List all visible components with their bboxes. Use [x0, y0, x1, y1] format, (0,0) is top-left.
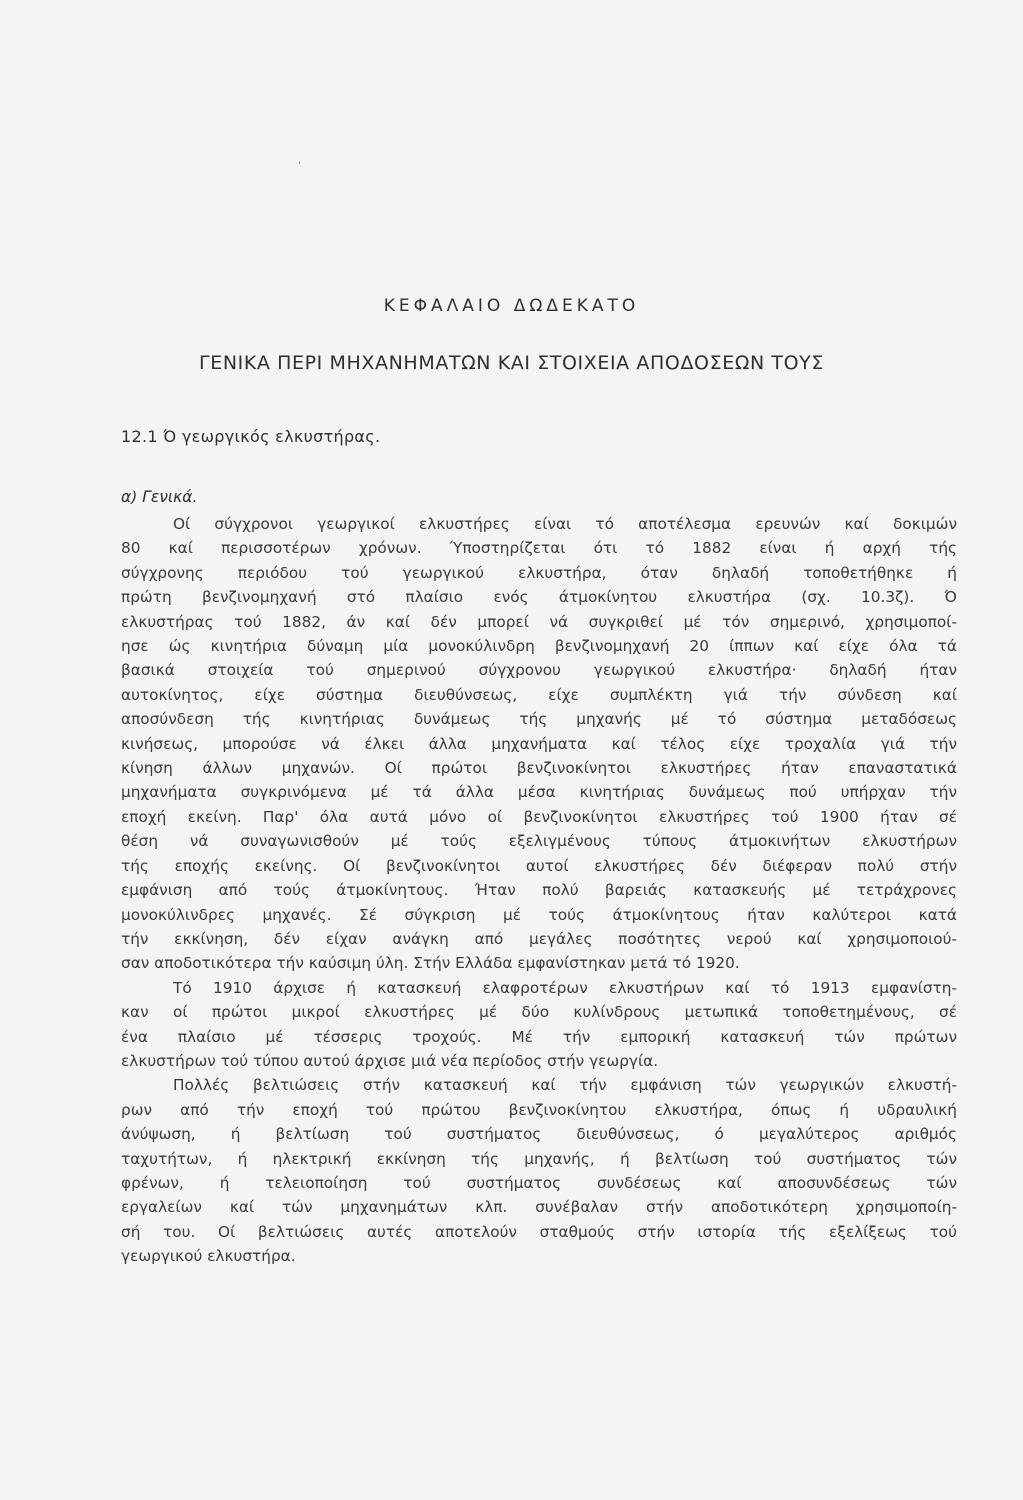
text-line: ελκυστήρων τού τύπου αυτού άρχισε μιά νέα περίοδος στήν γεωργία.: [121, 1051, 659, 1070]
text-line: θέση νά συναγωνισθούν μέ τούς εξελιγμένους τύπους άτμοκινήτων ελκυστήρων: [121, 832, 957, 851]
text-line: σύγχρονης περιόδου τού γεωργικού ελκυστήρα, όταν δηλαδή τοποθετήθηκε ή: [121, 563, 957, 582]
paragraph: [121, 512, 957, 976]
text-line: μονοκύλινδρες μηχανές. Σέ σύγκριση μέ τούς άτμοκίνητους ήταν καλύτεροι κατά: [121, 905, 957, 924]
text-line: Πολλές βελτιώσεις στήν κατασκευή καί τήν εμφάνιση τών γεωργικών ελκυστή-: [173, 1076, 957, 1095]
text-line: εμφάνιση από τούς άτμοκίνητους. Ήταν πολύ βαρειάς κατασκευής μέ τετράχρονες: [121, 881, 957, 900]
text-line: άνύψωση, ή βελτίωση τού συστήματος διευθύνσεως, ό μεγαλύτερος αριθμός: [121, 1125, 957, 1144]
text-line: Τό 1910 άρχισε ή κατασκευή ελαφροτέρων ελκυστήρων καί τό 1913 εμφανίστη-: [173, 978, 957, 997]
text-line: φρένων, ή τελειοποίηση τού συστήματος συνδέσεως καί αποσυνδέσεως τών: [121, 1173, 957, 1192]
paragraph: [121, 976, 957, 1074]
ink-speck: ,: [298, 155, 302, 166]
chapter-label: ΚΕΦΑΛΑΙΟ ΔΩΔΕΚΑΤΟ: [383, 296, 640, 316]
text-line: αυτοκίνητος, είχε σύστημα διευθύνσεως, είχε συμπλέκτη γιά τήν σύνδεση καί: [121, 685, 957, 704]
text-line: καν οί πρώτοι μικροί ελκυστήρες μέ δύο κυλίνδρους μετωπικά τοποθετημένους, σέ: [121, 1003, 957, 1022]
text-line: αποσύνδεση τής κινητήριας δυνάμεως τής μηχανής μέ τό σύστημα μεταδόσεως: [121, 710, 957, 729]
text-line: μηχανήματα συγκρινόμενα μέ τά άλλα μέσα κινητήριας δυνάμεως πού υπήρχαν τήν: [121, 783, 957, 802]
section-heading: 12.1 Ό γεωργικός ελκυστήρας.: [121, 427, 381, 446]
text-line: εποχή εκείνη. Παρ' όλα αυτά μόνο οί βενζινοκίνητοι ελκυστήρες τού 1900 ήταν σέ: [121, 807, 957, 826]
body-text: [121, 512, 957, 1269]
text-line: ησε ώς κινητήρια δύναμη μία μονοκύλινδρη βενζινομηχανή 20 ίππων καί είχε όλα τά: [121, 637, 957, 656]
text-line: κίνηση άλλων μηχανών. Οί πρώτοι βενζινοκίνητοι ελκυστήρες ήταν επαναστατικά: [121, 759, 957, 778]
text-line: κινήσεως, μπορούσε νά έλκει άλλα μηχανήματα καί τέλος είχε τροχαλία γιά τήν: [121, 734, 957, 753]
text-line: τήν εκκίνηση, δέν είχαν ανάγκη από μεγάλες ποσότητες νερού καί χρησιμοποιού-: [121, 929, 957, 948]
text-line: σή του. Οί βελτιώσεις αυτές αποτελούν σταθμούς στήν ιστορία τής εξελίξεως τού: [121, 1222, 957, 1241]
chapter-title: ΓΕΝΙΚΑ ΠΕΡΙ ΜΗΧΑΝΗΜΑΤΩΝ ΚΑΙ ΣΤΟΙΧΕΙΑ ΑΠΟΔΟΣΕΩΝ ΤΟΥΣ: [199, 352, 824, 374]
text-line: 80 καί περισσοτέρων χρόνων. Ύποστηρίζεται ότι τό 1882 είναι ή αρχή τής: [121, 539, 957, 558]
text-line: Οί σύγχρονοι γεωργικοί ελκυστήρες είναι τό αποτέλεσμα ερευνών καί δοκιμών: [173, 515, 957, 533]
text-line: βασικά στοιχεία τού σημερινού σύγχρονου γεωργικού ελκυστήρα· δηλαδή ήταν: [121, 661, 957, 680]
text-line: ρων από τήν εποχή τού πρώτου βενζινοκίνητου ελκυστήρα, όπως ή υδραυλική: [121, 1100, 957, 1119]
text-line: πρώτη βενζινομηχανή στό πλαίσιο ενός άτμοκίνητου ελκυστήρα (σχ. 10.3ζ). Ό: [121, 588, 957, 607]
text-line: ταχυτήτων, ή ηλεκτρική εκκίνηση τής μηχανής, ή βελτίωση τού συστήματος τών: [121, 1149, 957, 1168]
text-line: γεωργικού ελκυστήρα.: [121, 1247, 296, 1266]
text-line: εργαλείων καί τών μηχανημάτων κλπ. συνέβαλαν στήν αποδοτικότερη χρησιμοποίη-: [121, 1198, 957, 1217]
text-line: τής εποχής εκείνης. Οί βενζινοκίνητοι αυτοί ελκυστήρες δέν διέφεραν πολύ στήν: [121, 856, 957, 875]
text-line: ελκυστήρας τού 1882, άν καί δέν μπορεί νά συγκριθεί μέ τόν σημερινό, χρησιμοποί-: [121, 612, 957, 631]
paragraph: [121, 1073, 957, 1268]
subsection-heading: α) Γενικά.: [121, 488, 198, 506]
text-line: σαν αποδοτικότερα τήν καύσιμη ύλη. Στήν Ελλάδα εμφανίστηκαν μετά τό 1920.: [121, 954, 740, 973]
text-line: ένα πλαίσιο μέ τέσσερις τροχούς. Μέ τήν εμπορική κατασκευή τών πρώτων: [121, 1027, 957, 1046]
